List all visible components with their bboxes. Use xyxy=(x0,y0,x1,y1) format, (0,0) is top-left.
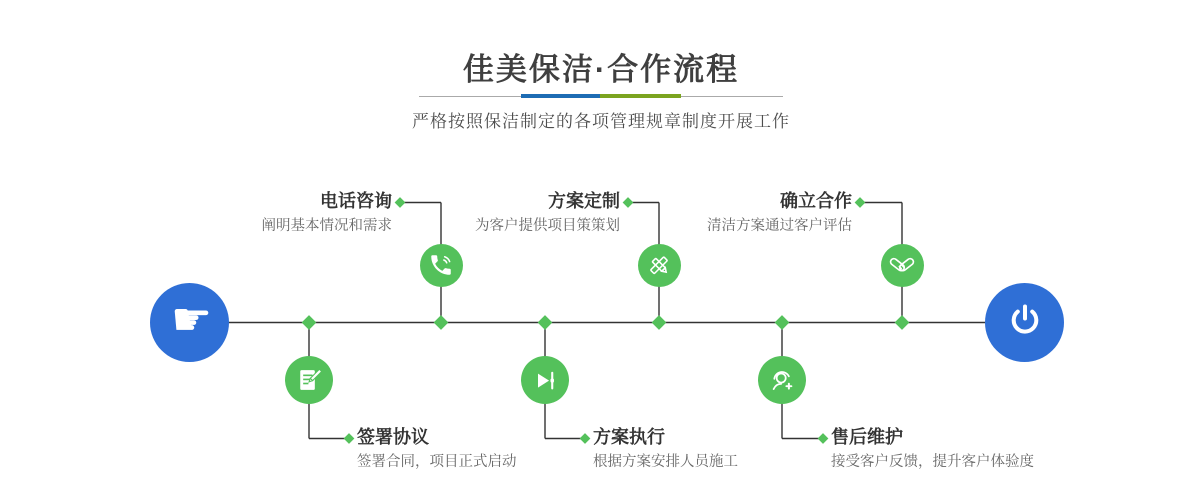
headset-plus-icon xyxy=(768,366,796,394)
phone-icon xyxy=(428,252,454,278)
node-plan-execute xyxy=(521,356,569,404)
pencil-ruler-icon xyxy=(646,252,673,279)
node-sign-agreement xyxy=(285,356,333,404)
step-label-sign-agreement xyxy=(357,428,517,470)
flow-end-node xyxy=(985,283,1064,362)
play-slider-icon xyxy=(531,366,559,394)
document-pen-icon xyxy=(295,366,323,394)
page-subtitle: 严格按照保洁制定的各项管理规章制度开展工作 xyxy=(412,112,790,131)
node-phone-consult xyxy=(420,244,463,287)
step-title: 确立合作 xyxy=(780,191,852,211)
step-desc: 清洁方案通过客户评估 xyxy=(707,218,852,234)
node-aftersales-maintain xyxy=(758,356,806,404)
power-icon xyxy=(1003,301,1047,345)
step-desc: 根据方案安排人员施工 xyxy=(593,454,738,470)
step-label-establish-cooperation xyxy=(707,192,852,234)
step-title: 签署协议 xyxy=(357,427,429,447)
hand-point-right-icon: ☛ xyxy=(170,292,213,345)
step-desc: 签署合同，项目正式启动 xyxy=(357,454,517,470)
page-title: 佳美保洁·合作流程 xyxy=(462,52,740,87)
step-label-plan-customize xyxy=(475,192,620,234)
step-desc: 接受客户反馈，提升客户体验度 xyxy=(831,454,1034,470)
step-title: 电话咨询 xyxy=(320,191,392,211)
step-label-plan-execute xyxy=(593,428,738,470)
step-label-aftersales-maintain xyxy=(831,428,1034,470)
node-establish-cooperation xyxy=(881,244,924,287)
step-desc: 阐明基本情况和需求 xyxy=(261,218,392,234)
step-title: 售后维护 xyxy=(831,427,903,447)
step-desc: 为客户提供项目策策划 xyxy=(475,218,620,234)
step-label-phone-consult xyxy=(262,192,393,234)
handshake-icon xyxy=(888,251,916,279)
step-title: 方案定制 xyxy=(548,191,620,211)
step-title: 方案执行 xyxy=(593,427,665,447)
node-plan-customize xyxy=(638,244,681,287)
flow-start-node xyxy=(150,283,229,362)
